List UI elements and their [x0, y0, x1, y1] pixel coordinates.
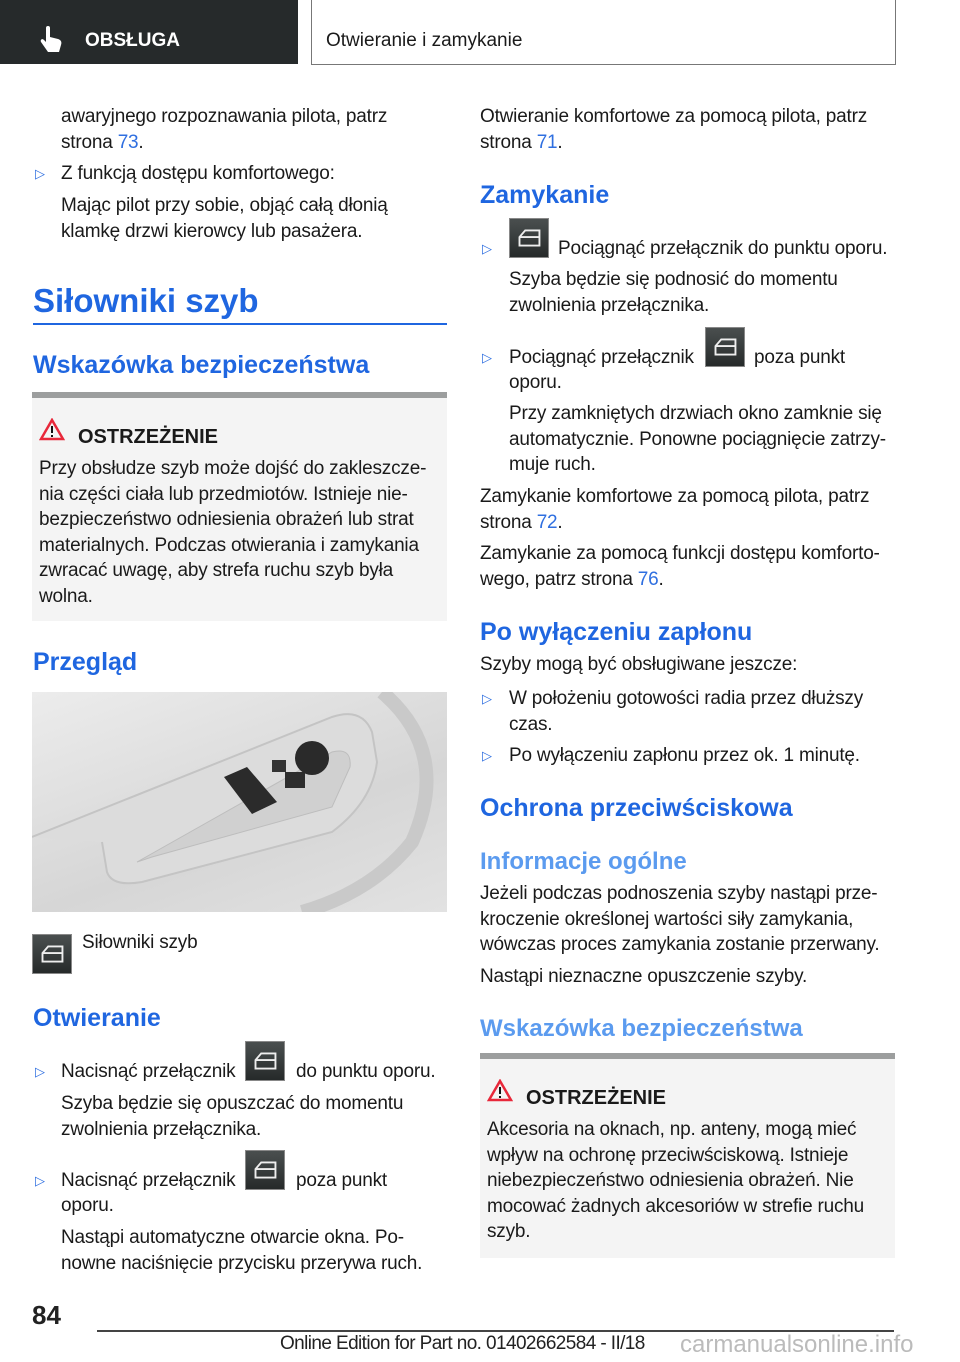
- warning-title: OSTRZEŻENIE: [526, 1087, 667, 1109]
- page-link[interactable]: 73: [117, 131, 139, 153]
- warning-text: Przy obsłudze szyb może dojść do zakleszcze- nia części ciała lub przedmiotów. Istnieje nie- bezpieczeństwo odniesienia obrażeń lub strat materialnych. Podczas otwierania i zamykania zwracać uwagę, aby strefa ruchu szyb była wolna.: [39, 458, 427, 607]
- page-number: 84: [32, 1300, 61, 1330]
- page-link[interactable]: 71: [536, 131, 558, 153]
- warning-text: Akcesoria na oknach, np. anteny, mogą mieć wpływ na ochronę przeciwściskową. Istnieje niebezpieczeństwo odniesienia obrażeń. Nie mocować żadnych akcesoriów w strefie ruchu szyb.: [487, 1119, 865, 1242]
- list-item: Po wyłączeniu zapłonu przez ok. 1 minutę.: [509, 745, 860, 766]
- list-item-continued: poza punkt: [296, 1170, 387, 1191]
- list-item: Pociągnąć przełącznik do punktu oporu.: [558, 238, 888, 259]
- bullet-icon: ▷: [35, 1064, 45, 1079]
- list-item: Pociągnąć przełącznik: [509, 347, 694, 368]
- watermark: carmanualsonline.info: [680, 1331, 914, 1358]
- subheading: Ochrona przeciwściskowa: [480, 794, 793, 822]
- window-switches-image: [32, 692, 447, 912]
- paragraph: Zamykanie komfortowe za pomocą pilota, patrz strona 72.: [480, 486, 870, 533]
- subheading: Zamykanie: [480, 181, 610, 209]
- warning-box: [480, 1053, 895, 1258]
- paragraph: Nastąpi automatyczne otwarcie okna. Po- nowne naciśnięcie przycisku przerywa ruch.: [61, 1227, 423, 1274]
- subheading: Otwieranie: [33, 1004, 161, 1032]
- minor-heading: Informacje ogólne: [480, 848, 687, 875]
- paragraph: Szyba będzie się podnosić do momentu zwolnienia przełącznika.: [509, 269, 838, 316]
- paragraph: Mając pilot przy sobie, objąć całą dłonią klamkę drzwi kierowcy lub pasażera.: [61, 195, 388, 242]
- window-switch-icon: [245, 1150, 285, 1190]
- bullet-icon: ▷: [482, 241, 492, 256]
- list-item-continued: do punktu oporu.: [296, 1061, 436, 1082]
- window-switch-icon: [509, 218, 549, 258]
- bullet-icon: ▷: [482, 691, 492, 706]
- page-link[interactable]: 76: [637, 568, 659, 590]
- list-item: Nacisnąć przełącznik: [61, 1061, 236, 1082]
- bullet-icon: ▷: [482, 350, 492, 365]
- subheading: Przegląd: [33, 648, 138, 676]
- list-item-continued: oporu.: [509, 372, 562, 393]
- heading-rule: [33, 323, 447, 325]
- paragraph: awaryjnego rozpoznawania pilota, patrz strona 73.: [61, 106, 388, 153]
- paragraph: Otwieranie komfortowe za pomocą pilota, patrz strona 71.: [480, 106, 868, 153]
- section-title: OBSŁUGA: [85, 30, 180, 51]
- list-item: Z funkcją dostępu komfortowego:: [61, 163, 335, 184]
- paragraph: Zamykanie za pomocą funkcji dostępu komforto- wego, patrz strona 76.: [480, 543, 880, 590]
- window-switch-icon: [32, 934, 72, 974]
- bullet-icon: ▷: [482, 748, 492, 763]
- paragraph: Jeżeli podczas podnoszenia szyby nastąpi prze- kroczenie określonej wartości siły zamykania, wówczas proces zamykania zostanie przerwany.: [480, 883, 880, 955]
- section-tab: [0, 0, 298, 64]
- warning-triangle-icon: [39, 418, 65, 441]
- subheading: Po wyłączeniu zapłonu: [480, 618, 753, 646]
- bullet-icon: ▷: [35, 166, 45, 181]
- chapter-title: Otwieranie i zamykanie: [326, 30, 523, 51]
- warning-box: [32, 392, 447, 621]
- chapter-tab: [311, 0, 896, 65]
- page-link[interactable]: 72: [536, 511, 558, 533]
- window-switch-icon: [705, 327, 745, 367]
- paragraph: Nastąpi nieznaczne opuszczenie szyby.: [480, 966, 808, 987]
- minor-heading: Wskazówka bezpieczeństwa: [480, 1015, 803, 1042]
- window-switch-icon: [245, 1041, 285, 1081]
- image-caption: Siłowniki szyb: [82, 932, 198, 953]
- paragraph: Szyby mogą być obsługiwane jeszcze:: [480, 654, 798, 675]
- hand-pointer-icon: [40, 26, 64, 54]
- warning-title: OSTRZEŻENIE: [78, 426, 219, 448]
- section-heading: Siłowniki szyb: [33, 282, 259, 319]
- edition-note: Online Edition for Part no. 01402662584 - II/18: [280, 1333, 645, 1354]
- list-item-continued: poza punkt: [754, 347, 845, 368]
- paragraph: Przy zamkniętych drzwiach okno zamknie się automatycznie. Ponowne pociągnięcie zatrzy- muje ruch.: [509, 403, 886, 475]
- subheading: Wskazówka bezpieczeństwa: [33, 351, 370, 379]
- list-item-continued: oporu.: [61, 1195, 114, 1216]
- bullet-icon: ▷: [35, 1173, 45, 1188]
- paragraph: Szyba będzie się opuszczać do momentu zwolnienia przełącznika.: [61, 1093, 404, 1140]
- list-item: W położeniu gotowości radia przez dłuższy czas.: [509, 688, 864, 735]
- list-item: Nacisnąć przełącznik: [61, 1170, 236, 1191]
- warning-triangle-icon: [487, 1079, 513, 1102]
